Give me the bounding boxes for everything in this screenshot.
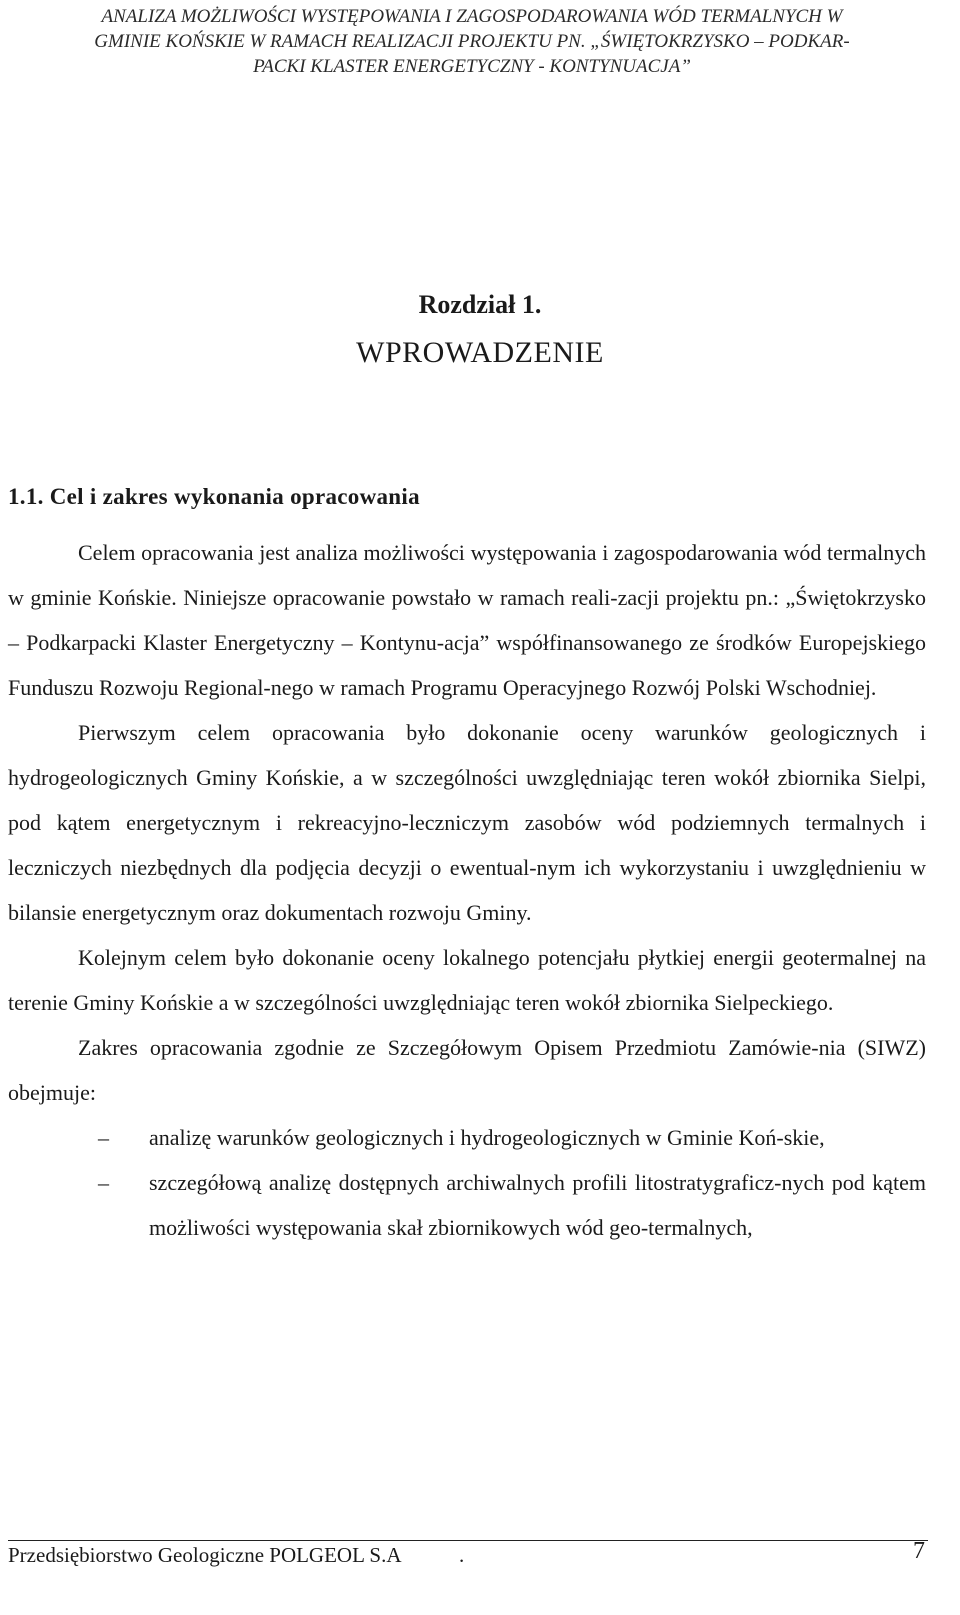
footer-company: Przedsiębiorstwo Geologiczne POLGEOL S.A <box>8 1543 402 1567</box>
footer-dot: . <box>459 1543 465 1567</box>
paragraph-2: Pierwszym celem opracowania było dokonanie oceny warunków geologicznych i hydrogeologicznych Gminy Końskie, a w szczególności uwzględniając teren wokół zbiornika Sielpi, pod kątem energetycznym i rekreacyjno-leczniczym zasobów wód podziemnych termalnych i leczniczych niezbędnych dla podjęcia decyzji o ewentual-nym ich wykorzystaniu i uwzględnieniu w bilansie energetycznym oraz dokumentach rozwoju Gminy. <box>8 720 926 925</box>
section-title: 1.1. Cel i zakres wykonania opracowania <box>8 484 420 509</box>
chapter-title: WPROWADZENIE <box>356 336 604 369</box>
dash-bullet-icon: – <box>98 1125 109 1150</box>
body-text <box>8 530 926 1250</box>
list-item <box>8 1160 926 1250</box>
running-header <box>22 4 922 79</box>
list-item-text: szczegółową analizę dostępnych archiwalnych profili litostratygraficz-nych pod kątem możliwości występowania skał zbiornikowych wód geo-termalnych, <box>149 1170 926 1240</box>
chapter-number: Rozdział 1. <box>418 290 542 319</box>
list-item-text: analizę warunków geologicznych i hydrogeologicznych w Gminie Koń-skie, <box>149 1125 825 1150</box>
dash-bullet-icon: – <box>98 1170 109 1195</box>
list-item <box>8 1115 926 1160</box>
paragraph-4: Zakres opracowania zgodnie ze Szczegółowym Opisem Przedmiotu Zamówie-nia (SIWZ) obejmuje: <box>8 1035 926 1105</box>
scope-list <box>8 1115 926 1250</box>
footer-rule <box>8 1540 928 1541</box>
page-number: 7 <box>913 1538 925 1564</box>
paragraph-3: Kolejnym celem było dokonanie oceny lokalnego potencjału płytkiej energii geotermalnej na terenie Gminy Końskie a w szczególności uwzględniając teren wokół zbiornika Sielpeckiego. <box>8 945 926 1015</box>
running-header-line-3: PACKI KLASTER ENERGETYCZNY - KONTYNUACJA” <box>253 56 691 77</box>
running-header-line-1: ANALIZA MOŻLIWOŚCI WYSTĘPOWANIA I ZAGOSPODAROWANIA WÓD TERMALNYCH W <box>101 6 843 27</box>
running-header-line-2: GMINIE KOŃSKIE W RAMACH REALIZACJI PROJEKTU PN. „ŚWIĘTOKRZYSKO – PODKAR- <box>94 31 850 52</box>
paragraph-1: Celem opracowania jest analiza możliwości występowania i zagospodarowania wód termalnych w gminie Końskie. Niniejsze opracowanie powstało w ramach reali-zacji projektu pn.: „Świętokrzysko – Podkarpacki Klaster Energetyczny – Kontynu-acja” współfinansowanego ze środków Europejskiego Funduszu Rozwoju Regional-nego w ramach Programu Operacyjnego Rozwój Polski Wschodniej. <box>8 540 926 700</box>
